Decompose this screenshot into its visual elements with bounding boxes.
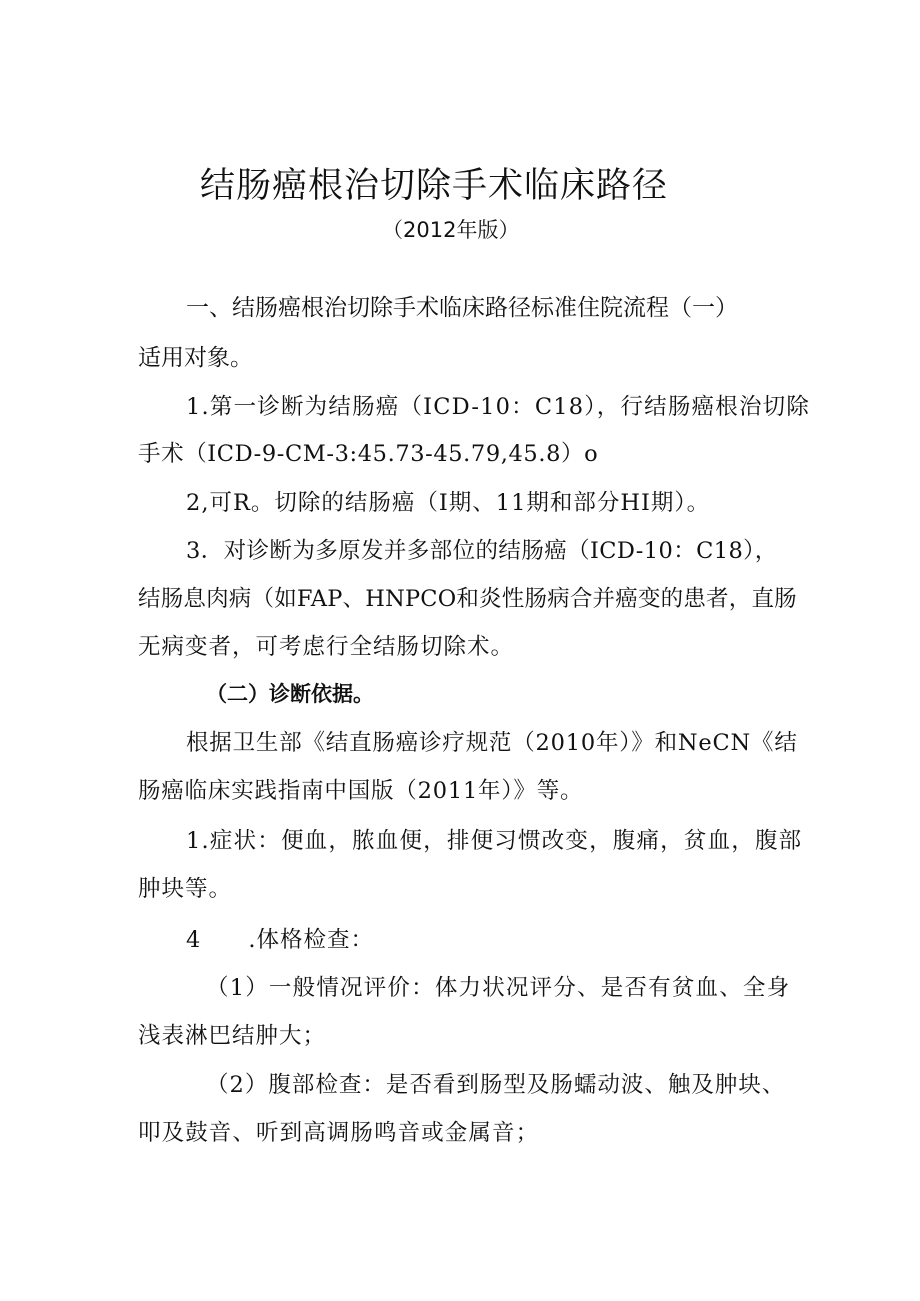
paragraph-item-3-line-3: 无病变者，可考虑行全结肠切除术。 — [138, 634, 515, 660]
symptom-item-line-2: 肿块等。 — [138, 876, 233, 902]
exam-subitem-1-line-1: （1）一般情况评价：体力状况评分、是否有贫血、全身 — [206, 975, 791, 1001]
paragraph-item-3-line-2: 结肠息肉病（如FAP、HNPCO和炎性肠病合并癌变的患者，直肠 — [138, 586, 797, 612]
exam-subitem-1-line-2: 浅表淋巴结肿大； — [138, 1023, 327, 1049]
paragraph-item-3-line-1: 3．对诊断为多原发并多部位的结肠癌（ICD-10：C18）， — [186, 538, 778, 564]
exam-subitem-2-line-1: （2）腹部检查：是否看到肠型及肠蠕动波、触及肿块、 — [206, 1072, 786, 1098]
exam-subitem-2-line-2: 叩及鼓音、听到高调肠鸣音或金属音； — [138, 1120, 540, 1146]
paragraph-item-2: 2,可R。切除的结肠癌（I期、11期和部分HI期）。 — [186, 490, 711, 516]
section-2-heading: （二）诊断依据。 — [206, 682, 374, 706]
document-title: 结肠癌根治切除手术临床路径 — [200, 166, 669, 206]
symptom-item-line-1: 1.症状：便血，脓血便，排便习惯改变，腹痛，贫血，腹部 — [186, 828, 803, 854]
paragraph-item-1-line-1: 1.第一诊断为结肠癌（ICD-10：C18），行结肠癌根治切除 — [186, 394, 811, 420]
paragraph-item-1-line-2: 手术（ICD-9-CM-3:45.73-45.79,45.8）o — [138, 441, 599, 467]
document-subtitle: （2012年版） — [382, 218, 520, 242]
section-1-heading-line-2: 适用对象。 — [138, 345, 253, 371]
basis-paragraph-line-2: 肠癌临床实践指南中国版（2011年）》等。 — [138, 778, 584, 804]
exam-item-heading: 4 .体格检查： — [186, 927, 374, 953]
section-1-heading-line-1: 一、结肠癌根治切除手术临床路径标准住院流程（一） — [186, 295, 738, 321]
basis-paragraph-line-1: 根据卫生部《结直肠癌诊疗规范（2010年）》和NeCN《结 — [186, 730, 798, 756]
